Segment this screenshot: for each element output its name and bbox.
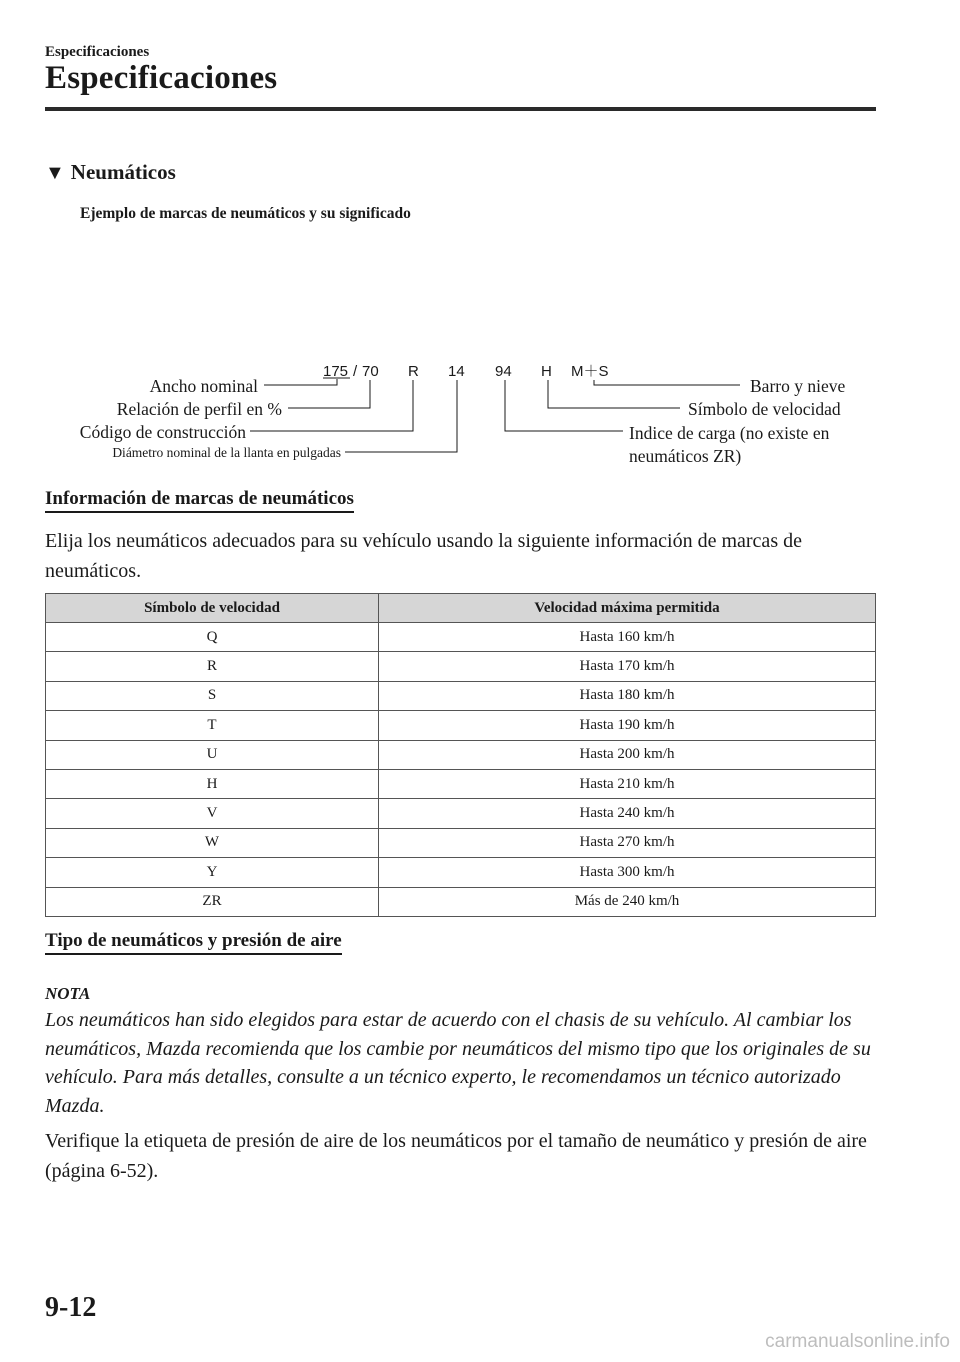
table-header-row xyxy=(46,594,876,623)
table-row xyxy=(46,769,876,798)
label-mud-snow: Barro y nieve xyxy=(750,376,846,396)
code-width: 175 xyxy=(323,363,349,380)
leader-speed-symbol xyxy=(548,380,680,408)
max-speed-cell: Hasta 200 km/h xyxy=(379,740,876,769)
max-speed-cell: Hasta 180 km/h xyxy=(379,681,876,710)
watermark: carmanualsonline.info xyxy=(765,1331,950,1352)
table-row xyxy=(46,887,876,916)
section-heading xyxy=(45,160,176,185)
speed-symbol-cell: U xyxy=(46,740,379,769)
max-speed-cell: Hasta 170 km/h xyxy=(379,652,876,681)
section-heading-text: Neumáticos xyxy=(70,160,176,184)
label-rim-diameter: Diámetro nominal de la llanta en pulgadas xyxy=(112,445,341,460)
table-row xyxy=(46,828,876,857)
header-max-speed: Velocidad máxima permitida xyxy=(379,594,876,623)
label-load-index-line2: neumáticos ZR) xyxy=(629,446,742,466)
speed-symbol-cell: Q xyxy=(46,623,379,652)
label-nominal-width: Ancho nominal xyxy=(149,376,258,396)
speed-symbol-cell: T xyxy=(46,711,379,740)
code-slash: / xyxy=(353,363,358,380)
max-speed-cell: Hasta 190 km/h xyxy=(379,711,876,740)
leader-profile-ratio xyxy=(288,380,370,408)
leader-mud-snow xyxy=(594,380,740,385)
max-speed-cell: Hasta 210 km/h xyxy=(379,769,876,798)
code-construction: R xyxy=(408,363,419,380)
table-row xyxy=(46,858,876,887)
subheading-tire-marking-info: Información de marcas de neumáticos xyxy=(45,488,354,513)
code-speed: H xyxy=(541,363,552,380)
table-row xyxy=(46,623,876,652)
max-speed-cell: Más de 240 km/h xyxy=(379,887,876,916)
label-construction-code: Código de construcción xyxy=(79,422,246,442)
leader-load-index xyxy=(505,380,623,431)
note-label: NOTA xyxy=(45,984,91,1003)
header-speed-symbol: Símbolo de velocidad xyxy=(46,594,379,623)
speed-symbol-cell: H xyxy=(46,769,379,798)
speed-symbol-table xyxy=(45,593,876,917)
max-speed-cell: Hasta 300 km/h xyxy=(379,858,876,887)
note-text: Los neumáticos han sido elegidos para estar de acuerdo con el chasis de su vehículo. Al cambiar los neumáticos, Mazda recomienda que los cambie por neumáticos del mismo tipo que los originales de su vehículo. Para más detalles, consulte a un técnico experto, le recomendamos un técnico autorizado Mazda. xyxy=(45,1009,871,1117)
max-speed-cell: Hasta 270 km/h xyxy=(379,828,876,857)
tire-marking-diagram xyxy=(0,350,960,480)
table-row xyxy=(46,711,876,740)
page-number: 9-12 xyxy=(45,1292,97,1323)
speed-symbol-cell: W xyxy=(46,828,379,857)
speed-symbol-cell: Y xyxy=(46,858,379,887)
subheading-tire-type-pressure: Tipo de neumáticos y presión de aire xyxy=(45,930,342,955)
table-row xyxy=(46,652,876,681)
code-ratio: 70 xyxy=(362,363,379,380)
table-row xyxy=(46,799,876,828)
max-speed-cell: Hasta 160 km/h xyxy=(379,623,876,652)
speed-symbol-cell: V xyxy=(46,799,379,828)
down-triangle-icon: ▼ xyxy=(45,162,65,184)
diagram-caption: Ejemplo de marcas de neumáticos y su significado xyxy=(80,205,411,222)
code-diameter: 14 xyxy=(448,363,465,380)
leader-rim-diameter xyxy=(345,380,457,452)
paragraph-tire-marking-info: Elija los neumáticos adecuados para su vehículo usando la siguiente información de marcas de neumáticos. xyxy=(45,530,802,582)
label-load-index-line1: Indice de carga (no existe en xyxy=(629,423,830,443)
title-divider xyxy=(45,107,876,111)
label-speed-symbol: Símbolo de velocidad xyxy=(688,399,841,419)
max-speed-cell: Hasta 240 km/h xyxy=(379,799,876,828)
code-mud-snow: M＋S xyxy=(571,363,609,380)
speed-symbol-cell: S xyxy=(46,681,379,710)
table-row xyxy=(46,681,876,710)
table-row xyxy=(46,740,876,769)
running-header: Especificaciones xyxy=(45,44,150,60)
speed-symbol-cell: ZR xyxy=(46,887,379,916)
label-profile-ratio: Relación de perfil en % xyxy=(116,399,282,419)
code-load: 94 xyxy=(495,363,512,380)
paragraph-air-pressure: Verifique la etiqueta de presión de aire de los neumáticos por el tamaño de neumático y presión de aire (página 6-52). xyxy=(45,1130,867,1182)
page-title: Especificaciones xyxy=(45,60,278,96)
speed-symbol-cell: R xyxy=(46,652,379,681)
